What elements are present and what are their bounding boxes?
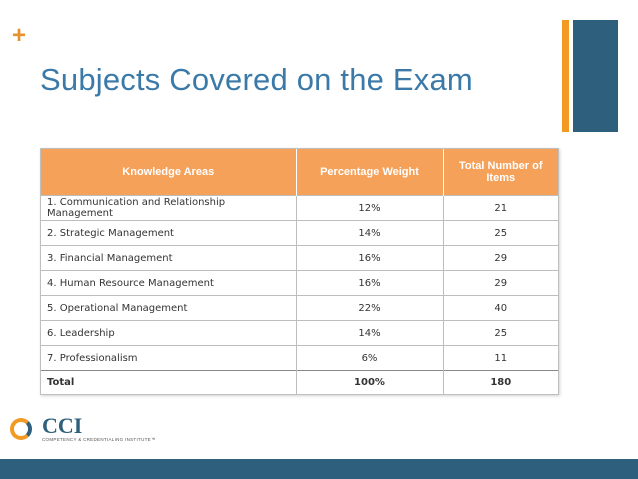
table-row: [41, 296, 558, 321]
area-cell: 5. Operational Management: [41, 296, 296, 321]
logo-name: CCI: [42, 413, 83, 438]
table-row: [41, 246, 558, 271]
total-label: Total: [41, 371, 296, 395]
items-cell: 29: [443, 246, 558, 271]
knowledge-areas-table: [40, 148, 559, 395]
table-row: [41, 221, 558, 246]
logo-ring-icon: [10, 418, 32, 440]
accent-bar-orange: [562, 20, 569, 132]
header-percentage-weight: Percentage Weight: [296, 149, 443, 196]
total-items: 180: [443, 371, 558, 395]
items-cell: 11: [443, 346, 558, 371]
table-row: [41, 321, 558, 346]
items-cell: 21: [443, 196, 558, 221]
area-cell: 4. Human Resource Management: [41, 271, 296, 296]
header-total-items: Total Number of Items: [443, 149, 558, 196]
area-cell: 6. Leadership: [41, 321, 296, 346]
table-header-row: [41, 149, 558, 196]
slide-title: Subjects Covered on the Exam: [40, 62, 473, 97]
cci-logo: [10, 415, 190, 451]
weight-cell: 16%: [296, 246, 443, 271]
table-row: [41, 346, 558, 371]
logo-tagline: COMPETENCY & CREDENTIALING INSTITUTE™: [42, 437, 156, 442]
area-cell: 2. Strategic Management: [41, 221, 296, 246]
table-row: [41, 196, 558, 221]
weight-cell: 22%: [296, 296, 443, 321]
weight-cell: 14%: [296, 321, 443, 346]
area-cell: 7. Professionalism: [41, 346, 296, 371]
items-cell: 40: [443, 296, 558, 321]
accent-bar-blue: [573, 20, 618, 132]
area-cell: 3. Financial Management: [41, 246, 296, 271]
table-total-row: [41, 371, 558, 395]
weight-cell: 6%: [296, 346, 443, 371]
items-cell: 25: [443, 221, 558, 246]
plus-icon: +: [12, 22, 27, 49]
total-weight: 100%: [296, 371, 443, 395]
area-cell: 1. Communication and Relationship Management: [41, 196, 296, 221]
weight-cell: 14%: [296, 221, 443, 246]
weight-cell: 16%: [296, 271, 443, 296]
weight-cell: 12%: [296, 196, 443, 221]
header-knowledge-areas: Knowledge Areas: [41, 149, 296, 196]
items-cell: 25: [443, 321, 558, 346]
items-cell: 29: [443, 271, 558, 296]
table-row: [41, 271, 558, 296]
footer-bar: [0, 459, 638, 479]
